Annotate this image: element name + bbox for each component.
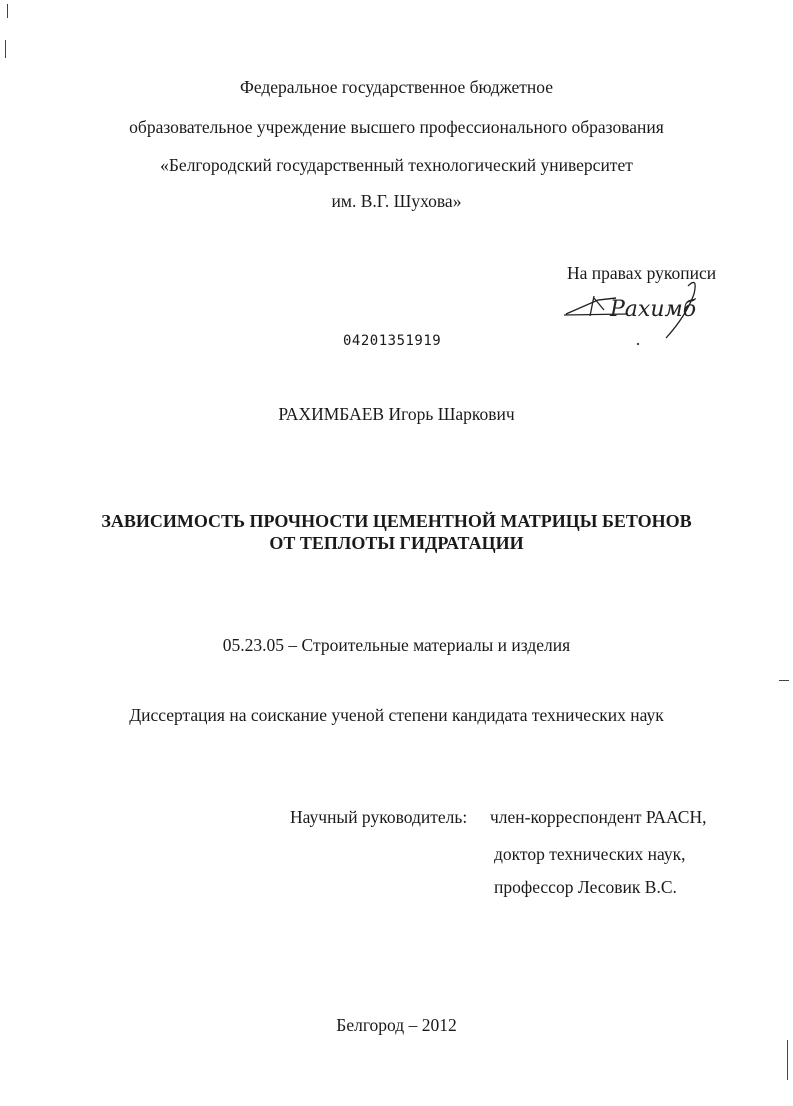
supervisor-line-1: член-корреспондент РААСН, (490, 807, 707, 827)
svg-text:Рахимб: Рахимб (610, 297, 697, 322)
rights-note: На правах рукописи (567, 263, 717, 283)
author-name: РАХИМБАЕВ Игорь Шаркович (278, 404, 515, 424)
supervisor-label: Научный руководитель: (290, 807, 468, 827)
dissertation-title-line-2: ОТ ТЕПЛОТЫ ГИДРАТАЦИИ (269, 533, 524, 553)
registration-number: 04201351919 (343, 333, 442, 349)
scan-mark (7, 4, 8, 18)
scan-mark (5, 40, 6, 58)
place-year: Белгород – 2012 (336, 1015, 457, 1035)
institution-line-1: Федеральное государственное бюджетное (240, 77, 553, 97)
degree-statement: Диссертация на соискание ученой степени кандидата технических наук (129, 705, 664, 725)
institution-line-2: образовательное учреждение высшего профессионального образования (129, 117, 664, 137)
institution-line-4: им. В.Г. Шухова» (331, 191, 462, 211)
supervisor-line-2: доктор технических наук, (494, 844, 686, 864)
scan-mark (637, 343, 639, 345)
scan-mark (779, 680, 789, 681)
supervisor-line-3: профессор Лесовик В.С. (494, 877, 677, 897)
specialty: 05.23.05 – Строительные материалы и изделия (222, 635, 571, 655)
signature (558, 276, 708, 346)
institution-line-3: «Белгородский государственный технологический университет (160, 155, 633, 175)
scan-mark (787, 1040, 788, 1080)
dissertation-title-line-1: ЗАВИСИМОСТЬ ПРОЧНОСТИ ЦЕМЕНТНОЙ МАТРИЦЫ БЕТОНОВ (101, 511, 692, 531)
